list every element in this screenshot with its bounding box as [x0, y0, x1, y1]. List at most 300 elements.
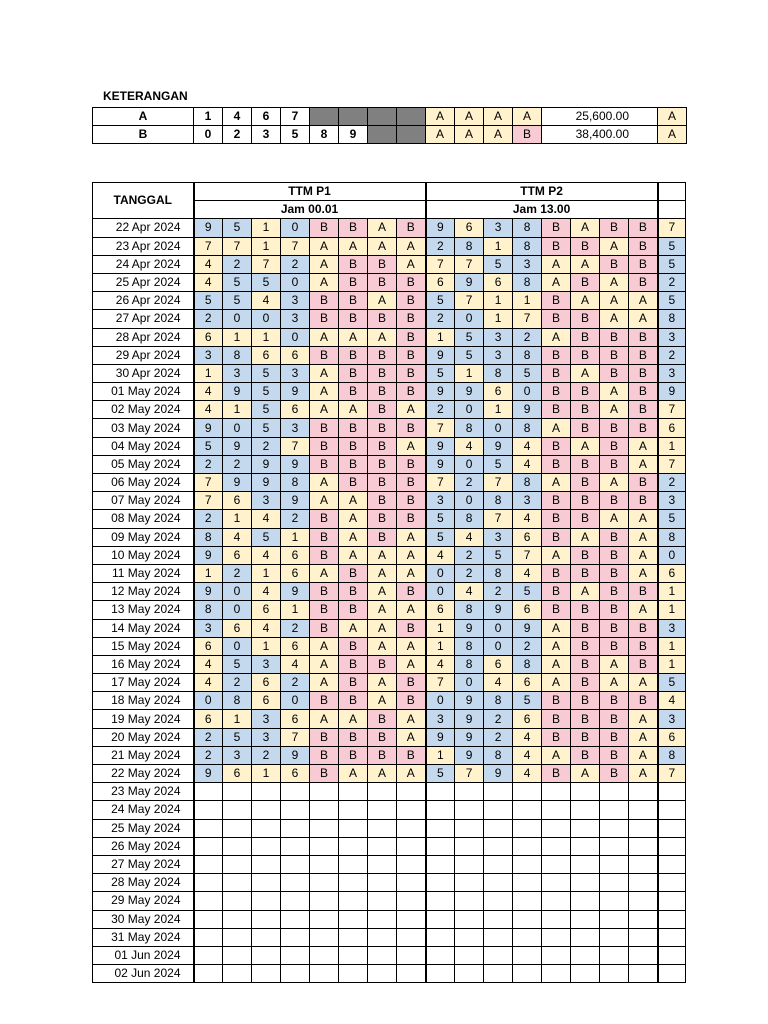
p1-letter-cell: A [397, 765, 426, 783]
p2-digit-cell: 9 [484, 765, 513, 783]
table-row [93, 528, 686, 546]
p1-letter-cell: A [310, 237, 339, 255]
p1-digit-cell: 8 [194, 601, 223, 619]
last-digit-cell: 3 [658, 364, 686, 382]
p2-letter-cell: A [600, 510, 629, 528]
p1-letter-cell: B [368, 710, 397, 728]
p2-letter-cell: B [542, 455, 571, 473]
p2-digit-cell: 9 [455, 746, 484, 764]
p2-letter-cell: A [600, 237, 629, 255]
p2-letter-cell [571, 837, 600, 855]
p2-digit-cell: 2 [513, 328, 542, 346]
p1-digit-cell: 7 [281, 728, 310, 746]
p1-letter-cell: B [339, 746, 368, 764]
p1-letter-cell: A [397, 655, 426, 673]
p1-letter-cell: B [397, 474, 426, 492]
legend-digit: 0 [194, 126, 223, 144]
legend-digit [310, 108, 339, 126]
legend-gray-cell [368, 126, 397, 144]
p2-letter-cell: B [600, 601, 629, 619]
p1-letter-cell: B [397, 346, 426, 364]
p2-letter-cell: B [600, 564, 629, 582]
p2-digit-cell: 4 [513, 765, 542, 783]
p1-digit-cell: 6 [194, 637, 223, 655]
p1-digit-cell: 7 [194, 237, 223, 255]
last-digit-cell: 3 [658, 328, 686, 346]
table-row [93, 874, 686, 892]
table-row [93, 364, 686, 382]
table-row [93, 892, 686, 910]
p1-letter-cell: B [339, 310, 368, 328]
p2-digit-cell [455, 892, 484, 910]
p2-digit-cell: 7 [455, 765, 484, 783]
p1-letter-cell [339, 855, 368, 873]
table-row [93, 819, 686, 837]
p2-letter-cell: A [542, 255, 571, 273]
legend-row [93, 108, 687, 126]
p1-letter-cell: A [339, 710, 368, 728]
p1-digit-cell: 1 [223, 401, 252, 419]
date-cell: 20 May 2024 [93, 728, 194, 746]
legend-digit: 7 [281, 108, 310, 126]
p2-digit-cell: 1 [426, 619, 455, 637]
p2-letter-cell: A [571, 765, 600, 783]
p2-letter-cell: B [629, 655, 658, 673]
p1-digit-cell: 9 [194, 219, 223, 237]
last-digit-cell [658, 837, 686, 855]
p1-letter-cell: A [310, 564, 339, 582]
table-row [93, 292, 686, 310]
p2-letter-cell: B [600, 546, 629, 564]
p2-letter-cell: A [600, 474, 629, 492]
p1-digit-cell [252, 783, 281, 801]
p1-letter-cell: A [310, 492, 339, 510]
p1-letter-cell [339, 837, 368, 855]
date-cell: 22 Apr 2024 [93, 219, 194, 237]
p2-letter-cell: A [629, 601, 658, 619]
last-digit-cell: 0 [658, 546, 686, 564]
p2-letter-cell [629, 928, 658, 946]
date-cell: 21 May 2024 [93, 746, 194, 764]
p1-digit-cell: 7 [281, 237, 310, 255]
p2-letter-cell: A [571, 583, 600, 601]
legend-digit: 1 [194, 108, 223, 126]
legend-digit: 9 [339, 126, 368, 144]
p2-digit-cell: 7 [426, 674, 455, 692]
p2-letter-cell: B [600, 583, 629, 601]
p1-letter-cell: B [397, 510, 426, 528]
p1-digit-cell: 6 [281, 401, 310, 419]
p1-digit-cell: 5 [252, 383, 281, 401]
legend-letter: A [484, 126, 513, 144]
p1-digit-cell: 1 [252, 328, 281, 346]
p2-letter-cell: A [629, 310, 658, 328]
last-digit-cell [658, 874, 686, 892]
p2-letter-cell [571, 801, 600, 819]
p1-letter-cell: B [397, 383, 426, 401]
p1-letter-cell [310, 965, 339, 983]
p1-letter-cell: B [368, 255, 397, 273]
p1-letter-cell: B [339, 474, 368, 492]
legend-digit: 6 [252, 108, 281, 126]
last-digit-cell: 5 [658, 510, 686, 528]
p1-digit-cell: 7 [223, 237, 252, 255]
p2-digit-cell [484, 783, 513, 801]
last-digit-cell: 5 [658, 674, 686, 692]
p2-digit-cell: 6 [513, 601, 542, 619]
p1-digit-cell: 1 [252, 237, 281, 255]
p1-letter-cell: A [339, 546, 368, 564]
table-row [93, 637, 686, 655]
p2-digit-cell: 2 [426, 237, 455, 255]
p2-digit-cell: 0 [484, 637, 513, 655]
p1-letter-cell: B [339, 383, 368, 401]
p1-letter-cell: B [368, 437, 397, 455]
p2-letter-cell: B [542, 346, 571, 364]
p1-letter-cell: B [310, 437, 339, 455]
table-row [93, 710, 686, 728]
table-row [93, 855, 686, 873]
p2-digit-cell: 4 [513, 564, 542, 582]
p2-letter-cell [629, 801, 658, 819]
p2-digit-cell [455, 946, 484, 964]
p2-letter-cell: B [600, 219, 629, 237]
p1-digit-cell: 7 [194, 474, 223, 492]
p2-digit-cell: 0 [484, 619, 513, 637]
date-cell: 29 May 2024 [93, 892, 194, 910]
p1-digit-cell: 6 [252, 346, 281, 364]
p1-digit-cell: 4 [194, 273, 223, 291]
p2-letter-cell: B [629, 692, 658, 710]
date-cell: 19 May 2024 [93, 710, 194, 728]
p2-letter-cell: B [571, 310, 600, 328]
last-digit-cell: 6 [658, 728, 686, 746]
p1-digit-cell: 2 [194, 310, 223, 328]
p1-digit-cell [223, 892, 252, 910]
p2-digit-cell: 0 [484, 419, 513, 437]
p2-letter-cell: B [571, 401, 600, 419]
p1-letter-cell: A [397, 546, 426, 564]
p2-digit-cell [426, 837, 455, 855]
p2-digit-cell: 1 [484, 401, 513, 419]
p1-letter-cell: B [397, 619, 426, 637]
p1-digit-cell [252, 801, 281, 819]
legend-digit: 4 [223, 108, 252, 126]
p1-letter-cell [339, 819, 368, 837]
p1-digit-cell [281, 874, 310, 892]
p1-digit-cell: 6 [223, 765, 252, 783]
p1-digit-cell: 5 [223, 273, 252, 291]
p2-digit-cell: 6 [484, 383, 513, 401]
legend-amount: 25,600.00 [542, 108, 658, 126]
date-cell: 08 May 2024 [93, 510, 194, 528]
p2-digit-cell: 1 [484, 237, 513, 255]
p1-letter-cell [368, 855, 397, 873]
p1-letter-cell [368, 910, 397, 928]
p1-letter-cell: B [397, 746, 426, 764]
p2-letter-cell [629, 910, 658, 928]
table-row [93, 583, 686, 601]
p1-letter-cell: B [339, 601, 368, 619]
p1-digit-cell [194, 928, 223, 946]
p1-letter-cell [397, 837, 426, 855]
p2-letter-cell: B [571, 655, 600, 673]
p1-letter-cell: A [397, 710, 426, 728]
p1-letter-cell: B [339, 419, 368, 437]
p2-digit-cell [513, 965, 542, 983]
p1-letter-cell: A [339, 528, 368, 546]
p1-letter-cell [368, 892, 397, 910]
p2-digit-cell [484, 965, 513, 983]
p2-letter-cell: B [542, 292, 571, 310]
p2-letter-cell: A [629, 564, 658, 582]
p1-letter-cell: B [397, 328, 426, 346]
p1-letter-cell: B [397, 692, 426, 710]
p1-letter-cell: B [339, 273, 368, 291]
p1-letter-cell: B [397, 310, 426, 328]
p1-letter-cell: B [310, 219, 339, 237]
legend-final: A [658, 126, 687, 144]
p2-digit-cell: 2 [484, 728, 513, 746]
p2-letter-cell: B [571, 692, 600, 710]
p2-letter-cell: B [571, 346, 600, 364]
p1-letter-cell: B [339, 255, 368, 273]
p2-letter-cell: A [600, 655, 629, 673]
p2-letter-cell: B [600, 746, 629, 764]
table-row [93, 546, 686, 564]
p1-digit-cell [252, 819, 281, 837]
p2-letter-cell [629, 783, 658, 801]
p1-letter-cell [397, 892, 426, 910]
p1-letter-cell: A [310, 674, 339, 692]
p1-letter-cell [368, 928, 397, 946]
p1-digit-cell: 4 [281, 655, 310, 673]
p1-letter-cell: B [339, 637, 368, 655]
p2-digit-cell: 8 [455, 637, 484, 655]
p1-letter-cell: B [339, 292, 368, 310]
p2-digit-cell: 9 [426, 219, 455, 237]
p2-letter-cell: A [542, 746, 571, 764]
p2-digit-cell: 2 [455, 564, 484, 582]
p2-letter-cell: B [571, 273, 600, 291]
p2-digit-cell: 5 [455, 328, 484, 346]
last-digit-cell [658, 946, 686, 964]
p1-letter-cell: B [339, 346, 368, 364]
p2-letter-cell: B [600, 328, 629, 346]
p2-digit-cell [484, 819, 513, 837]
p1-digit-cell [194, 910, 223, 928]
p1-digit-cell: 2 [223, 564, 252, 582]
p2-digit-cell [484, 874, 513, 892]
date-cell: 13 May 2024 [93, 601, 194, 619]
p2-letter-cell: B [542, 237, 571, 255]
p1-letter-cell [310, 874, 339, 892]
legend-letter: A [455, 108, 484, 126]
p2-digit-cell [426, 892, 455, 910]
p2-letter-cell [571, 819, 600, 837]
p1-digit-cell: 9 [252, 455, 281, 473]
p1-letter-cell: B [368, 728, 397, 746]
p2-letter-cell [629, 892, 658, 910]
p1-digit-cell: 1 [281, 528, 310, 546]
last-digit-cell: 3 [658, 619, 686, 637]
p2-digit-cell: 3 [513, 255, 542, 273]
p1-letter-cell: B [310, 310, 339, 328]
date-cell: 23 May 2024 [93, 783, 194, 801]
p1-digit-cell: 9 [194, 583, 223, 601]
p2-letter-cell [542, 892, 571, 910]
date-cell: 23 Apr 2024 [93, 237, 194, 255]
p2-digit-cell: 8 [513, 474, 542, 492]
p1-digit-cell: 1 [194, 364, 223, 382]
p2-letter-cell [542, 874, 571, 892]
p2-letter-cell: B [600, 455, 629, 473]
table-row [93, 273, 686, 291]
p1-digit-cell: 6 [223, 546, 252, 564]
p1-digit-cell: 8 [194, 528, 223, 546]
date-cell: 03 May 2024 [93, 419, 194, 437]
legend-digit: 8 [310, 126, 339, 144]
p1-digit-cell: 6 [223, 619, 252, 637]
p1-digit-cell: 0 [223, 310, 252, 328]
table-row [93, 837, 686, 855]
p1-digit-cell: 6 [223, 492, 252, 510]
p2-letter-cell: B [629, 219, 658, 237]
p1-digit-cell: 3 [281, 310, 310, 328]
p2-digit-cell: 3 [513, 492, 542, 510]
p2-letter-cell: A [571, 219, 600, 237]
p2-digit-cell: 6 [513, 674, 542, 692]
p2-letter-cell [571, 855, 600, 873]
p2-digit-cell: 2 [484, 710, 513, 728]
p2-letter-cell: B [629, 255, 658, 273]
p2-letter-cell: B [600, 419, 629, 437]
p1-letter-cell: A [368, 637, 397, 655]
p2-digit-cell: 8 [455, 510, 484, 528]
p1-letter-cell [339, 874, 368, 892]
table-row [93, 455, 686, 473]
p2-letter-cell [600, 837, 629, 855]
p1-digit-cell: 2 [194, 728, 223, 746]
p1-digit-cell: 4 [194, 255, 223, 273]
p2-letter-cell: B [629, 346, 658, 364]
p2-digit-cell: 4 [513, 437, 542, 455]
p1-digit-cell: 2 [194, 746, 223, 764]
legend-letter: A [426, 108, 455, 126]
p2-digit-cell: 1 [426, 746, 455, 764]
p1-digit-cell: 6 [281, 765, 310, 783]
p2-letter-cell: B [571, 455, 600, 473]
p2-digit-cell: 3 [484, 219, 513, 237]
p2-letter-cell: B [542, 492, 571, 510]
p2-letter-cell: B [600, 728, 629, 746]
date-cell: 26 Apr 2024 [93, 292, 194, 310]
p1-digit-cell: 2 [281, 619, 310, 637]
results-table [92, 182, 686, 983]
p2-digit-cell: 6 [455, 219, 484, 237]
p2-time-header: Jam 13.00 [426, 201, 658, 219]
p1-digit-cell: 2 [281, 674, 310, 692]
p2-digit-cell [484, 801, 513, 819]
date-cell: 29 Apr 2024 [93, 346, 194, 364]
p1-digit-cell [194, 855, 223, 873]
p2-digit-cell: 8 [455, 601, 484, 619]
p2-digit-cell: 8 [455, 237, 484, 255]
table-row [93, 401, 686, 419]
date-cell: 17 May 2024 [93, 674, 194, 692]
p1-digit-cell: 1 [252, 564, 281, 582]
p1-letter-cell: A [310, 255, 339, 273]
p1-digit-cell [194, 965, 223, 983]
p2-letter-cell [542, 946, 571, 964]
p2-digit-cell: 5 [426, 510, 455, 528]
p2-digit-cell: 4 [513, 746, 542, 764]
p1-digit-cell: 6 [281, 637, 310, 655]
p2-letter-cell: A [600, 674, 629, 692]
date-cell: 26 May 2024 [93, 837, 194, 855]
p2-letter-cell: A [629, 437, 658, 455]
p2-digit-cell: 8 [513, 219, 542, 237]
p2-letter-cell [571, 965, 600, 983]
p1-digit-cell: 9 [223, 437, 252, 455]
p2-letter-cell: B [600, 255, 629, 273]
last-time-header [658, 201, 686, 219]
p2-digit-cell [426, 874, 455, 892]
p2-digit-cell: 9 [455, 728, 484, 746]
p1-digit-cell: 1 [281, 601, 310, 619]
table-row [93, 746, 686, 764]
table-row [93, 492, 686, 510]
p2-letter-cell: B [571, 728, 600, 746]
p2-digit-cell: 1 [513, 292, 542, 310]
p1-letter-cell: B [339, 692, 368, 710]
p1-letter-cell: A [310, 383, 339, 401]
p2-letter-cell: B [571, 746, 600, 764]
p2-digit-cell: 0 [455, 674, 484, 692]
p1-letter-cell: B [397, 455, 426, 473]
p1-letter-cell [310, 855, 339, 873]
p1-letter-cell: B [310, 601, 339, 619]
p2-digit-cell: 3 [484, 528, 513, 546]
p1-letter-cell [310, 928, 339, 946]
p1-letter-cell: B [397, 419, 426, 437]
p2-digit-cell: 5 [513, 583, 542, 601]
last-digit-cell: 8 [658, 528, 686, 546]
p2-letter-cell: B [542, 437, 571, 455]
p1-digit-cell: 6 [194, 328, 223, 346]
p2-letter-cell: B [600, 637, 629, 655]
last-digit-cell: 8 [658, 746, 686, 764]
p2-letter-cell: B [571, 564, 600, 582]
p1-digit-cell: 3 [252, 728, 281, 746]
legend-digit: 3 [252, 126, 281, 144]
p1-letter-cell: A [397, 637, 426, 655]
p1-digit-cell [252, 837, 281, 855]
legend-letter: A [426, 126, 455, 144]
p1-letter-cell: A [310, 637, 339, 655]
p2-digit-cell: 2 [513, 637, 542, 655]
p1-digit-cell: 9 [223, 474, 252, 492]
p2-digit-cell: 8 [513, 655, 542, 673]
legend-label: A [93, 108, 194, 126]
p2-digit-cell [513, 946, 542, 964]
p2-digit-cell: 8 [484, 692, 513, 710]
p1-letter-cell: B [310, 692, 339, 710]
p1-letter-cell: A [368, 546, 397, 564]
date-cell: 28 Apr 2024 [93, 328, 194, 346]
p2-digit-cell [426, 910, 455, 928]
p1-digit-cell: 9 [281, 455, 310, 473]
